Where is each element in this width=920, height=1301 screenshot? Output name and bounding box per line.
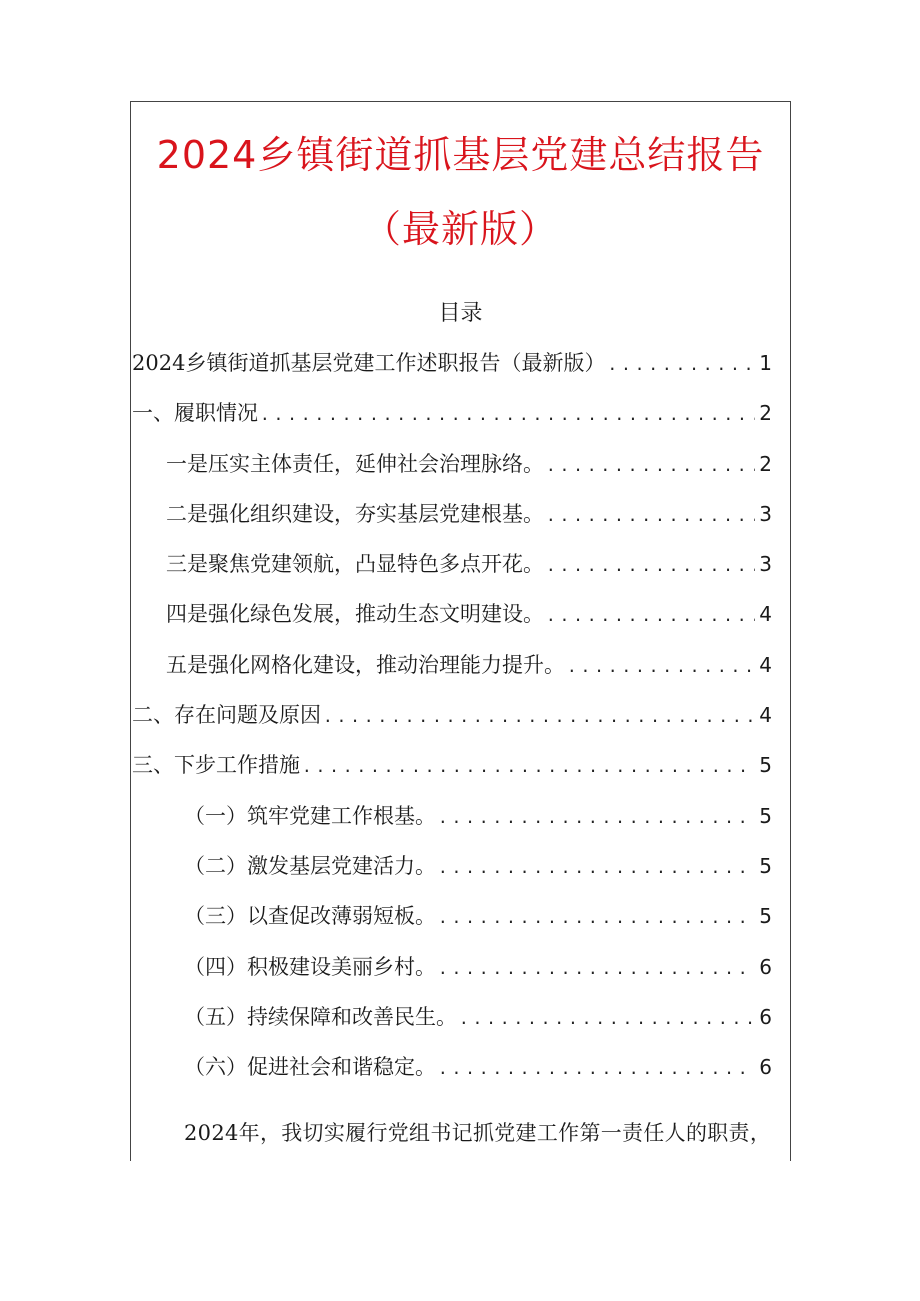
- toc-leader-dots: [544, 541, 755, 591]
- toc-entry[interactable]: [132, 791, 772, 841]
- toc-entry-label: 二是强化组织建设，夯实基层党建根基。: [166, 501, 544, 526]
- toc-entry-label: （一）筑牢党建工作根基。: [184, 803, 436, 828]
- toc-entry[interactable]: [132, 539, 772, 589]
- toc-entry-page: 2: [759, 451, 772, 476]
- toc-entry-label: 一是压实主体责任，延伸社会治理脉络。: [166, 451, 544, 476]
- toc-entry-page: 4: [759, 703, 772, 728]
- toc-entry-page: 6: [759, 1055, 772, 1080]
- toc-entry[interactable]: [132, 388, 772, 438]
- toc-entry[interactable]: [132, 1042, 772, 1092]
- toc-entry-page: 3: [759, 552, 772, 577]
- toc-entry-page: 6: [759, 954, 772, 979]
- toc-entry-page: 3: [759, 501, 772, 526]
- toc-entry-label: （三）以查促改薄弱短板。: [184, 904, 436, 929]
- toc-entry-label: （六）促进社会和谐稳定。: [184, 1055, 436, 1080]
- toc-entry-page: 2: [759, 401, 772, 426]
- toc-entry-label: （四）积极建设美丽乡村。: [184, 954, 436, 979]
- toc-leader-dots: [436, 793, 755, 843]
- body-paragraph: 2024年，我切实履行党组书记抓党建工作第一责任人的职责，: [184, 1121, 772, 1145]
- toc-entry[interactable]: [132, 338, 772, 388]
- toc-entry-page: 5: [759, 904, 772, 929]
- toc-entry[interactable]: [132, 690, 772, 740]
- toc-entry[interactable]: [132, 640, 772, 690]
- toc-leader-dots: [436, 944, 755, 994]
- toc-leader-dots: [457, 994, 755, 1044]
- toc-entry[interactable]: [132, 740, 772, 790]
- toc-leader-dots: [436, 893, 755, 943]
- toc-leader-dots: [321, 692, 755, 742]
- toc-leader-dots: [300, 742, 755, 792]
- toc-leader-dots: [605, 340, 755, 390]
- toc-entry-label: 三是聚焦党建领航，凸显特色多点开花。: [166, 552, 544, 577]
- toc-entry-page: 5: [759, 803, 772, 828]
- toc-entry-page: 6: [759, 1004, 772, 1029]
- toc-entry-page: 1: [759, 351, 772, 375]
- toc-entry[interactable]: [132, 891, 772, 941]
- table-of-contents: [132, 338, 772, 1092]
- toc-entry-label: 二、存在问题及原因: [132, 703, 321, 728]
- toc-leader-dots: [258, 390, 755, 440]
- toc-entry[interactable]: [132, 489, 772, 539]
- toc-leader-dots: [565, 642, 755, 692]
- toc-entry-label: 四是强化绿色发展，推动生态文明建设。: [166, 602, 544, 627]
- toc-entry-label: 三、下步工作措施: [132, 753, 300, 778]
- toc-leader-dots: [436, 1044, 755, 1094]
- toc-entry[interactable]: [132, 942, 772, 992]
- toc-leader-dots: [544, 591, 755, 641]
- toc-entry-page: 4: [759, 602, 772, 627]
- toc-entry-page: 5: [759, 853, 772, 878]
- document-subtitle: （最新版）: [362, 207, 558, 251]
- toc-entry-label: 一、履职情况: [132, 401, 258, 426]
- toc-leader-dots: [436, 843, 755, 893]
- toc-entry-label: （五）持续保障和改善民生。: [184, 1004, 457, 1029]
- toc-entry[interactable]: [132, 439, 772, 489]
- toc-heading: 目录: [438, 301, 483, 326]
- toc-entry[interactable]: [132, 841, 772, 891]
- document-title: 2024乡镇街道抓基层党建总结报告: [156, 133, 765, 177]
- toc-entry-label: 2024乡镇街道抓基层党建工作述职报告（最新版）: [132, 351, 606, 375]
- toc-leader-dots: [544, 491, 755, 541]
- toc-entry[interactable]: [132, 589, 772, 639]
- toc-entry-page: 4: [759, 652, 772, 677]
- toc-entry-label: （二）激发基层党建活力。: [184, 853, 436, 878]
- toc-entry[interactable]: [132, 992, 772, 1042]
- toc-leader-dots: [544, 441, 755, 491]
- toc-entry-label: 五是强化网格化建设，推动治理能力提升。: [166, 652, 565, 677]
- toc-entry-page: 5: [759, 753, 772, 778]
